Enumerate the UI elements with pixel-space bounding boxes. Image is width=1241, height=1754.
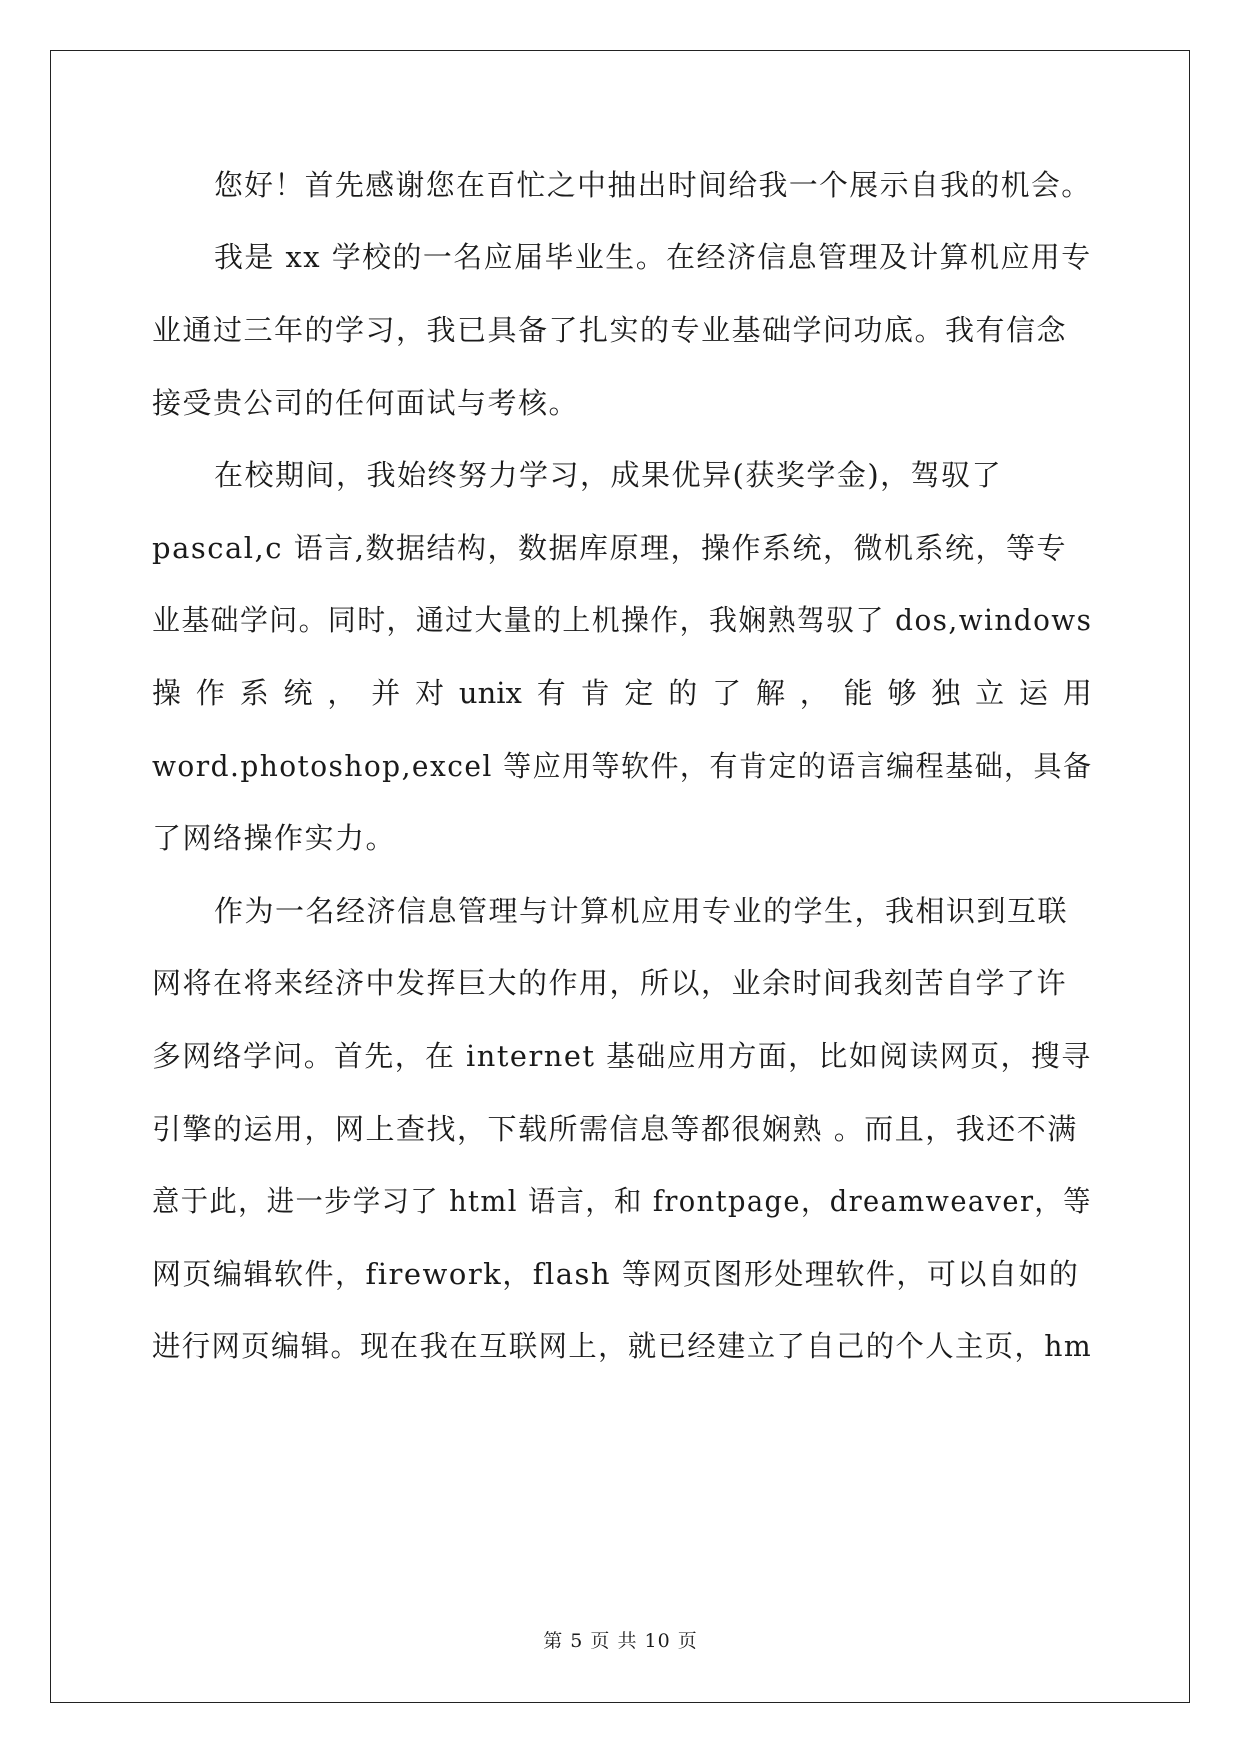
spread-word: 系 — [239, 676, 269, 710]
paragraph-line: 业基础学问。同时，通过大量的上机操作，我娴熟驾驭了 dos,windows — [152, 603, 1093, 637]
spread-word: 了 — [712, 676, 742, 710]
paragraph-line: 多网络学问。首先，在 internet 基础应用方面，比如阅读网页，搜寻 — [152, 1039, 1092, 1073]
page-border — [50, 50, 1190, 1703]
paragraph-line: 您好！首先感谢您在百忙之中抽出时间给我一个展示自我的机会。 — [214, 168, 1092, 202]
paragraph-line: 意于此，进一步学习了 html 语言，和 frontpage，dreamweaver，等 — [152, 1184, 1092, 1218]
paragraph-line: 我是 xx 学校的一名应届毕业生。在经济信息管理及计算机应用专 — [214, 240, 1092, 274]
paragraph-line: 网将在将来经济中发挥巨大的作用，所以，业余时间我刻苦自学了许 — [152, 966, 1068, 1000]
spread-word: 肯 — [580, 676, 610, 710]
spread-word: 能 — [843, 676, 873, 710]
spread-word: 定 — [624, 676, 654, 710]
paragraph-line-spread — [152, 673, 1092, 713]
spread-word: 运 — [1019, 676, 1049, 710]
paragraph-line: 进行网页编辑。现在我在互联网上，就已经建立了自己的个人主页，hm — [152, 1329, 1093, 1363]
paragraph-line: 业通过三年的学习，我已具备了扎实的专业基础学问功底。我有信念 — [152, 313, 1068, 347]
spread-word: 解 — [755, 676, 785, 710]
spread-word: ， — [327, 676, 357, 710]
paragraph-line: 网页编辑软件，firework，flash 等网页图形处理软件，可以自如的 — [152, 1257, 1080, 1291]
spread-word: 对 — [415, 676, 445, 710]
spread-word: 够 — [887, 676, 917, 710]
spread-word: 独 — [931, 676, 961, 710]
paragraph-line: 作为一名经济信息管理与计算机应用专业的学生，我相识到互联 — [214, 894, 1069, 928]
spread-word: 作 — [195, 676, 225, 710]
page-number-footer: 第 5 页 共 10 页 — [543, 1630, 698, 1652]
paragraph-line: word.photoshop,excel 等应用等软件，有肯定的语言编程基础，具备 — [152, 749, 1093, 783]
spread-word: 并 — [371, 676, 401, 710]
paragraph-line: pascal,c 语言,数据结构，数据库原理，操作系统，微机系统，等专 — [152, 531, 1067, 565]
spread-word: 统 — [283, 676, 313, 710]
spread-word: 有 — [536, 676, 566, 710]
paragraph-line: 接受贵公司的任何面试与考核。 — [152, 386, 580, 420]
spread-word: unix — [458, 676, 522, 710]
paragraph-line: 在校期间，我始终努力学习，成果优异(获奖学金)，驾驭了 — [214, 458, 1003, 492]
spread-word: 用 — [1062, 676, 1092, 710]
spread-word: 立 — [975, 676, 1005, 710]
spread-word: ， — [799, 676, 829, 710]
paragraph-line: 了网络操作实力。 — [152, 821, 397, 855]
spread-word: 的 — [668, 676, 698, 710]
paragraph-line: 引擎的运用，网上查找，下载所需信息等都很娴熟 。而且，我还不满 — [152, 1112, 1078, 1146]
spread-word: 操 — [152, 676, 182, 710]
